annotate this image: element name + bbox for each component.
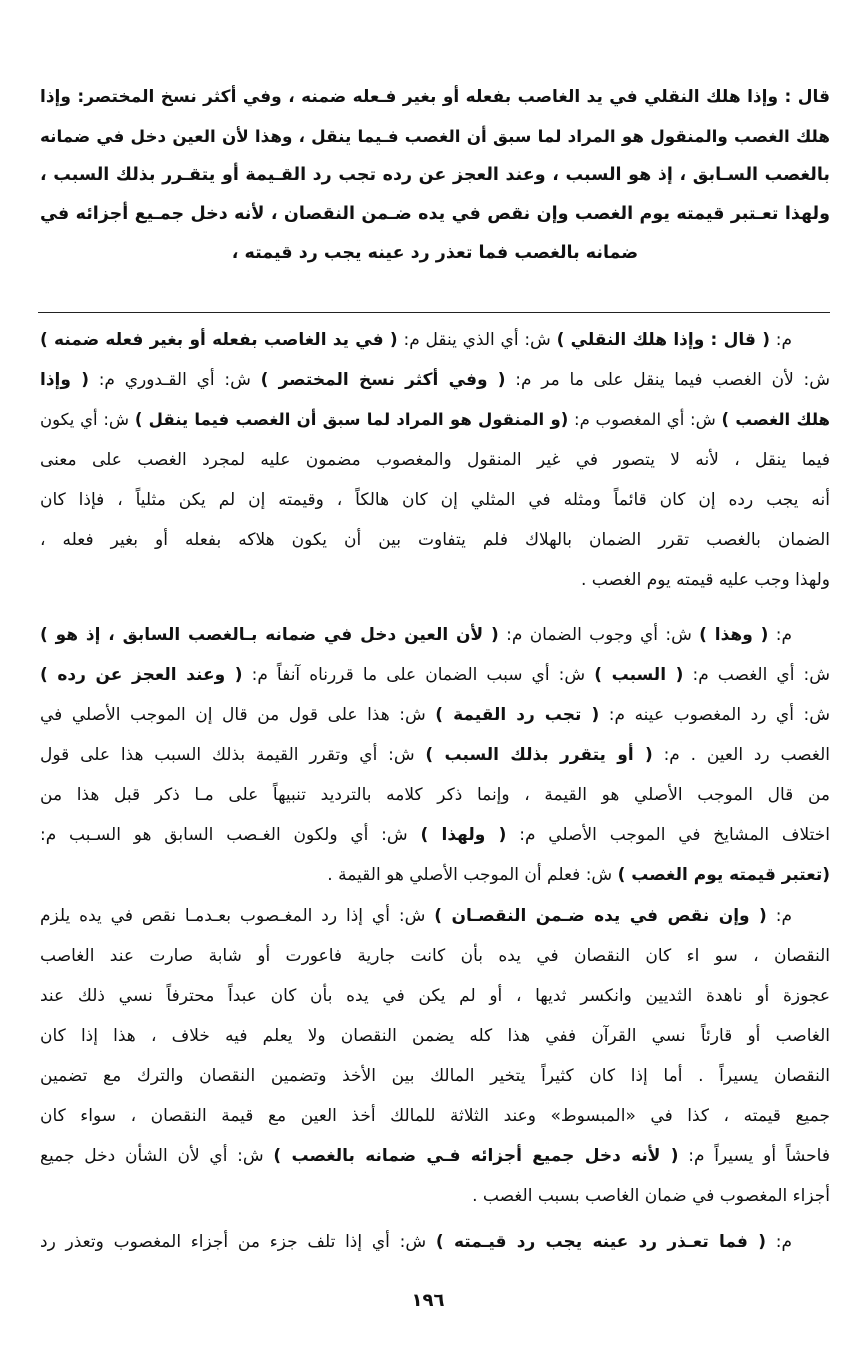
sharh-segment: ش: أي سبب الضمان على ما قررناه آنفاً م: (242, 665, 595, 685)
text-line (40, 560, 830, 600)
sharh-segment: أجزاء المغصوب في ضمان الغاصب بسبب الغصب . (472, 1186, 830, 1206)
text-line (40, 78, 830, 117)
text-line (40, 1056, 830, 1096)
sharh-segment: ش: أي لأن الشأن دخل جميع (40, 1146, 274, 1166)
matn-segment: ( وإن نقص في يده ضـمن النقصـان ) (434, 906, 767, 926)
main-text (40, 78, 830, 273)
matn-segment: هلك الغصب والمنقول هو المراد لما سبق أن الغصب فـيما ينقل ، وهذا لأن العين دخل في ضمانه (40, 126, 830, 146)
text-line (40, 320, 830, 360)
sharh-segment: النقصان ، سو اء كان النقصان في يده بأن كانت جارية فاعورت أو شابة صارت عند الغاصب (40, 946, 830, 966)
matn-segment: (و المنقول هو المراد لما سبق أن الغصب فيما ينقل ) (134, 410, 569, 429)
matn-segment: ( لأن العين دخل في ضمانه بـالغصب السابق ، إذ هو ) (40, 625, 499, 645)
text-line (40, 655, 830, 695)
commentary-paragraph (40, 320, 830, 600)
sharh-segment: ولهذا وجب عليه قيمته يوم الغصب . (580, 570, 830, 590)
text-line (40, 1136, 830, 1176)
sharh-segment: الغصب رد العين . م: (652, 745, 830, 765)
sharh-segment: ش: أي وتقرر القيمة بذلك السبب هذا على قول (40, 745, 426, 765)
sharh-segment: ش: لأن الغصب فيما ينقل على ما مر م: (505, 370, 830, 390)
matn-segment: ( وإذا (40, 370, 89, 390)
sharh-segment: ش: أي إذا تلف جزء من أجزاء المغصوب وتعذر رد (40, 1232, 436, 1252)
matn-segment: ( قال : وإذا هلك النقلي ) (556, 330, 770, 350)
text-line (40, 400, 830, 440)
text-line (40, 855, 830, 895)
matn-segment: ( السبب ) (594, 665, 684, 685)
text-line (40, 815, 830, 855)
sharh-segment: جميع قيمته ، كذا في «المبسوط» وعند الثلاثة للمالك أخذ العين مع قيمة النقصان ، سواء كان (40, 1106, 830, 1126)
sharh-segment: م: (768, 625, 792, 645)
sharh-segment: ش: أي ولكون الغـصب السابق هو السـبب م: (40, 825, 421, 845)
text-line (40, 117, 830, 156)
sharh-segment: الغاصب أو قارئاً نسي القرآن ففي هذا كله يضمن النقصان ولا يعلم فيه خلاف ، هذا إذا كان (40, 1026, 830, 1046)
sharh-segment: ش: أي إذا رد المغـصوب بعـدمـا نقص في يده يلزم (40, 906, 435, 926)
matn-segment: ( فما تعـذر رد عينه يجب رد قيـمته ) (435, 1232, 766, 1252)
commentary-paragraph (40, 1222, 830, 1262)
text-line (40, 195, 830, 234)
sharh-segment: ش: أي رد المغصوب عينه م: (599, 705, 830, 725)
matn-segment: بالغصب السـابق ، إذ هو السبب ، وعند العجز عن رده تجب رد القـيمة أو يتقـرر بذلك السبب ، (40, 165, 830, 185)
sharh-segment: ش: هذا على قول من قال إن الموجب الأصلي في (40, 705, 436, 725)
matn-segment: ( في يد الغاصب بفعله أو بغير فعله ضمنه ) (40, 330, 398, 350)
text-line (40, 1016, 830, 1056)
sharh-segment: النقصان يسيراً . أما إذا كان كثيراً يتخير المالك بين الأخذ وتضمين النقصان والترك مع تضمين (40, 1066, 830, 1086)
sharh-segment: ش: أي وجوب الضمان م: (498, 625, 700, 645)
text-line (40, 156, 830, 195)
text-line (40, 1096, 830, 1136)
text-line (40, 1222, 830, 1262)
text-line (40, 695, 830, 735)
sharh-segment: ش: فعلم أن الموجب الأصلي هو القيمة . (327, 865, 618, 885)
matn-segment: ( وعند العجز عن رده ) (40, 665, 243, 685)
sharh-segment: فيما ينقل ، لأنه لا يتصور في غير المنقول والمغصوب مضمون عليه لمجرد الغصب على معنى (40, 450, 830, 470)
matn-segment: ( ولهذا ) (420, 825, 507, 845)
sharh-segment: عجوزة أو ناهدة الثديين وانكسر ثديها ، أو لم يكن في يده بأن كان عبداً محترفاً نسي ذلك عند (40, 986, 830, 1006)
text-line (40, 234, 830, 273)
sharh-segment: ش: أي الذي ينقل م: (397, 330, 557, 350)
text-line (40, 520, 830, 560)
text-line (40, 360, 830, 400)
text-line (40, 775, 830, 815)
text-line (40, 936, 830, 976)
commentary-paragraph (40, 896, 830, 1216)
text-line (40, 1176, 830, 1216)
commentary-paragraph (40, 615, 830, 895)
page-number: ١٩٦ (411, 1290, 445, 1311)
matn-segment: هلك الغصب ) (721, 410, 830, 429)
text-line (40, 976, 830, 1016)
text-line (40, 480, 830, 520)
sharh-segment: من قال الموجب الأصلي هو القيمة ، وإنما ذكر كلامه بالترديد تنبيهاً على مـا ذكر قبل هذا من (40, 785, 830, 805)
matn-segment: ( وهذا ) (699, 625, 769, 645)
sharh-segment: أنه يجب رده إن كان قائماً ومثله في المثلي إن كان هالكاً ، وقيمته إن لم يكن مثلياً ، فإذا كان (40, 490, 830, 510)
sharh-segment: ش: أي الغصب م: (683, 665, 830, 685)
matn-segment: ( أو يتقرر بذلك السبب ) (425, 745, 653, 765)
matn-segment: ( وفي أكثر نسخ المختصر ) (260, 370, 506, 390)
text-line (40, 615, 830, 655)
sharh-segment: م: (766, 906, 792, 926)
sharh-segment: فاحشاً أو يسيراً م: (678, 1146, 830, 1166)
sharh-segment: اختلاف المشايخ في الموجب الأصلي م: (506, 825, 830, 845)
matn-segment: ( تجب رد القيمة ) (435, 705, 600, 725)
matn-segment: قال : وإذا هلك النقلي في يد الغاصب بفعله أو بغير فـعله ضمنه ، وفي أكثر نسخ المختصر: وإذا (40, 87, 830, 107)
sharh-segment: ش: أي القـدوري م: (88, 370, 261, 390)
text-line (40, 440, 830, 480)
text-line (40, 735, 830, 775)
sharh-segment: الضمان بالغصب تقرر الضمان بالهلاك فلم يتفاوت بين أن يكون هلاكه بفعله أو بغير فعله ، (40, 530, 830, 550)
footnote-divider (38, 312, 830, 313)
sharh-segment: ش: أي يكون (40, 410, 135, 429)
text-line (40, 896, 830, 936)
sharh-segment: م: (769, 330, 792, 350)
sharh-segment: م: (765, 1232, 792, 1252)
matn-segment: (تعتبر قيمته يوم الغصب ) (617, 865, 830, 885)
matn-segment: ولهذا تعـتبر قيمته يوم الغصب وإن نقص في يده ضـمن النقصان ، لأنه دخل جمـيع أجزائه في (40, 204, 830, 224)
matn-segment: ضمانه بالغصب فما تعذر رد عينه يجب رد قيمته ، (231, 243, 639, 263)
matn-segment: ( لأنه دخل جميع أجزائه فـي ضمانه بالغصب ) (273, 1146, 679, 1166)
sharh-segment: ش: أي المغصوب م: (568, 410, 722, 429)
